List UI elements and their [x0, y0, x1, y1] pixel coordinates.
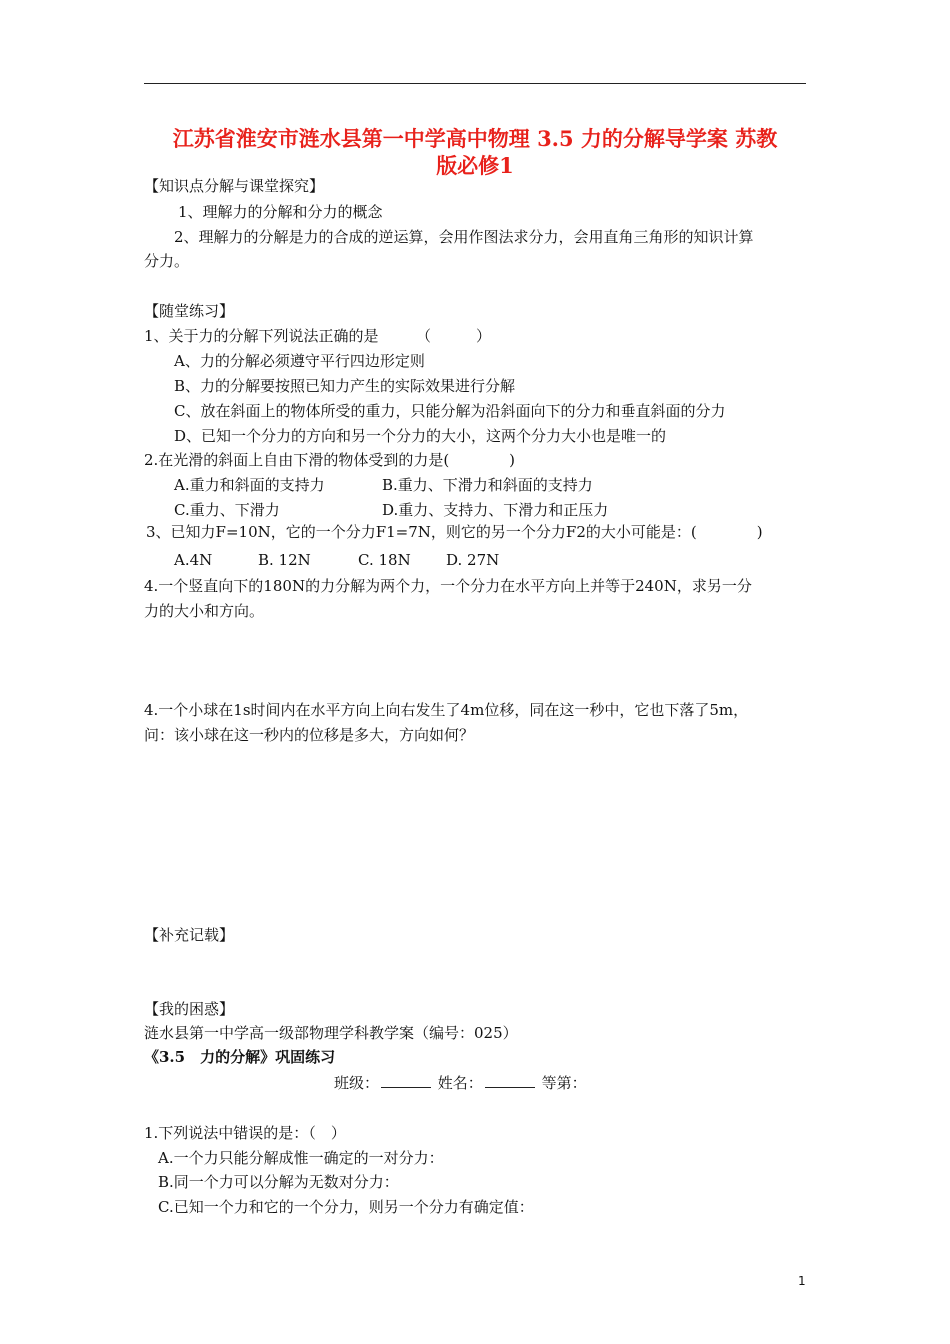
- practice-q1-option-c: C、放在斜面上的物体所受的重力，只能分解为沿斜面向下的分力和垂直斜面的分力: [174, 402, 726, 420]
- practice-q3-option-b: B. 12N: [258, 551, 311, 569]
- class-blank[interactable]: [381, 1073, 431, 1088]
- practice-q1: 1、关于力的分解下列说法正确的是 （ ）: [144, 327, 492, 345]
- practice-q3-option-d: D. 27N: [446, 551, 500, 569]
- knowledge-item-2-line1: 2、理解力的分解是力的合成的逆运算，会用作图法求分力，会用直角三角形的知识计算: [174, 228, 754, 246]
- practice-q4-line1: 4.一个竖直向下的180N的力分解为两个力，一个分力在水平方向上并等于240N，求另一分: [144, 577, 752, 595]
- notes-heading: 【补充记载】: [144, 926, 235, 944]
- document-title-line2: 版必修1: [436, 153, 514, 178]
- practice-q2-option-d: D.重力、支持力、下滑力和正压力: [382, 501, 609, 519]
- practice-q1-option-b: B、力的分解要按照已知力产生的实际效果进行分解: [174, 377, 516, 395]
- exercise-q1-option-b: B.同一个力可以分解为无数对分力：: [158, 1173, 399, 1191]
- exercise-q1: 1.下列说法中错误的是：（ ）: [144, 1124, 346, 1142]
- knowledge-item-1: 1、理解力的分解和分力的概念: [178, 203, 383, 221]
- header-rule: [144, 83, 806, 84]
- practice-heading: 【随堂练习】: [144, 302, 235, 320]
- practice-q2-option-b: B.重力、下滑力和斜面的支持力: [382, 476, 593, 494]
- practice-q2-option-c: C.重力、下滑力: [174, 501, 280, 519]
- exercise-q1-option-a: A.一个力只能分解成惟一确定的一对分力：: [158, 1149, 444, 1167]
- practice-q1-option-a: A、力的分解必须遵守平行四边形定则: [174, 352, 425, 370]
- page-number: 1: [798, 1274, 806, 1288]
- grade-label: 等第：: [541, 1074, 587, 1092]
- practice-q4-line2: 力的大小和方向。: [144, 602, 265, 620]
- practice-q3: 3、已知力F=10N，它的一个分力F1=7N，则它的另一个分力F2的大小可能是：( ): [146, 523, 763, 541]
- practice-q5-line1: 4.一个小球在1s时间内在水平方向上向右发生了4m位移，同在这一秒中，它也下落了5m，: [144, 701, 749, 719]
- practice-q1-option-d: D、已知一个分力的方向和另一个分力的大小，这两个分力大小也是唯一的: [174, 427, 667, 445]
- knowledge-heading: 【知识点分解与课堂探究】: [144, 177, 325, 195]
- class-label: 班级：: [334, 1074, 380, 1092]
- exercise-title: 《3.5 力的分解》巩固练习: [144, 1048, 336, 1066]
- name-label: 姓名：: [437, 1074, 483, 1092]
- exercise-q1-option-c: C.已知一个力和它的一个分力，则另一个分力有确定值：: [158, 1198, 534, 1216]
- document-title-line1: 江苏省淮安市涟水县第一中学高中物理 3.5 力的分解导学案 苏教: [172, 126, 778, 151]
- practice-q3-option-a: A.4N: [174, 551, 213, 569]
- practice-q3-option-c: C. 18N: [358, 551, 411, 569]
- confusion-heading: 【我的困惑】: [144, 1000, 235, 1018]
- knowledge-item-2-line2: 分力。: [144, 252, 190, 270]
- practice-q5-line2: 问：该小球在这一秒内的位移是多大，方向如何？: [144, 726, 475, 744]
- school-line: 涟水县第一中学高一级部物理学科教学案（编号：025）: [144, 1024, 518, 1042]
- student-info-form: [334, 1073, 587, 1093]
- practice-q2: 2.在光滑的斜面上自由下滑的物体受到的力是( ): [144, 451, 516, 469]
- name-blank[interactable]: [485, 1073, 535, 1088]
- practice-q2-option-a: A.重力和斜面的支持力: [174, 476, 325, 494]
